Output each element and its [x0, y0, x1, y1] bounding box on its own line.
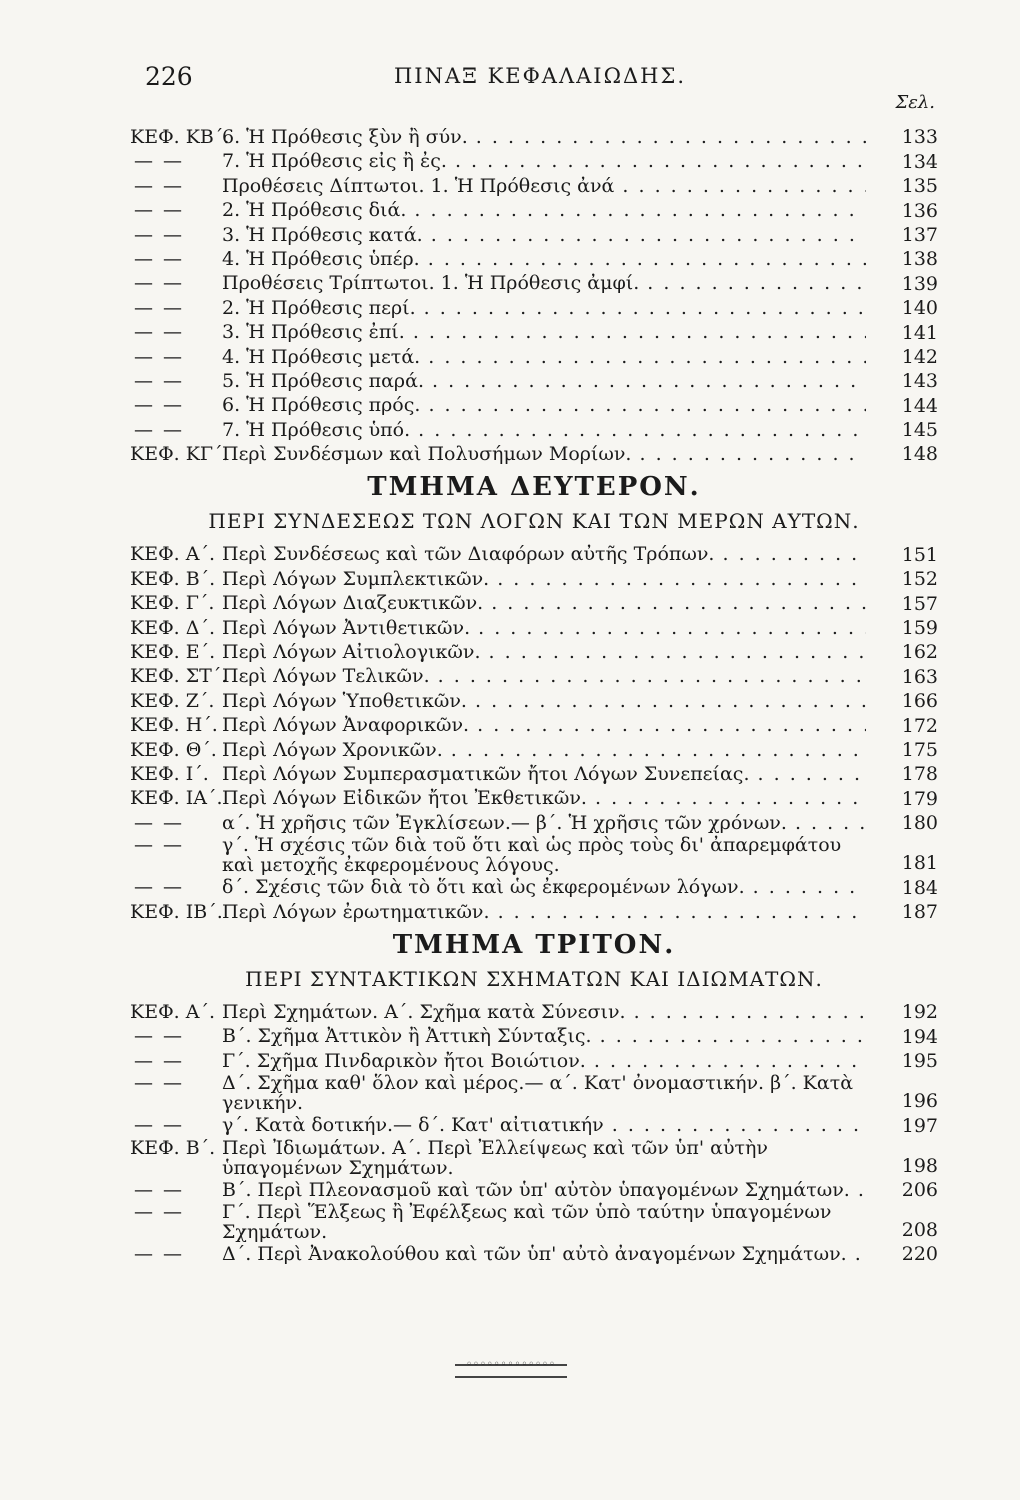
toc-chapter-label: — — [134, 174, 185, 197]
toc-page-number: 196 [901, 1090, 938, 1113]
toc-chapter-label: ΚΕΦ. Θ΄. [130, 738, 217, 761]
toc-chapter-label: ΚΕΦ. Η΄. [130, 714, 218, 737]
toc-entry [130, 271, 938, 295]
toc-chapter-label: ΚΕΦ. Ζ΄. [130, 689, 215, 712]
toc-page-number: 137 [901, 223, 938, 246]
toc-chapter-label: — — [134, 296, 185, 319]
page-number: 226 [145, 62, 193, 91]
toc-page-number: 197 [901, 1114, 938, 1137]
toc-page-number: 192 [901, 1001, 938, 1024]
toc-page-number: 140 [901, 297, 938, 320]
toc-entry-title: Περὶ Ἰδιωμάτων. Α΄. Περὶ Ἐλλείψεως καὶ τῶν ὑπ' αὐτὴν ὑπαγομένων Σχημάτων. [222, 1137, 768, 1178]
toc-entry-title: 4. Ἡ Πρόθεσις μετά. . . . [222, 345, 866, 369]
toc-chapter-label: ΚΕΦ. ΣΤ΄. [130, 665, 228, 688]
toc-entry [130, 247, 938, 271]
toc-entry-title: 2. Ἡ Πρόθεσις περί. . . . [222, 296, 866, 320]
toc-page-number: 143 [901, 370, 938, 393]
toc-entry-title: γ΄. Ἡ σχέσις τῶν διὰ τοῦ ὅτι καὶ ὡς πρὸς τοὺς δι' ἀπαρεμφάτου καὶ μετοχῆς ἐκφερομένους λόγους. [222, 835, 842, 876]
toc-chapter-label: — — [134, 1200, 185, 1223]
toc-page-number: 181 [901, 852, 938, 875]
toc-entry [130, 198, 938, 222]
toc-entry-title: 4. Ἡ Πρόθεσις ὑπέρ. . . . [222, 247, 866, 271]
toc-entry [130, 567, 938, 591]
toc-entry [130, 875, 938, 899]
toc-entry-title: 3. Ἡ Πρόθεσις κατά. . . . [222, 223, 866, 247]
toc-entry-title: α΄. Ἡ χρῆσις τῶν Ἐγκλίσεων.— β΄. Ἡ χρῆσις τῶν χρόνων. . . . [222, 811, 866, 835]
toc-entry [130, 1242, 938, 1266]
toc-chapter-label: — — [134, 345, 185, 368]
toc-page-number: 144 [901, 394, 938, 417]
toc-page-number: 152 [901, 568, 938, 591]
toc-page-number: 138 [901, 248, 938, 271]
toc-entry [130, 591, 938, 615]
toc-page-number: 162 [901, 641, 938, 664]
toc-entry [130, 811, 938, 835]
toc-page-number: 166 [901, 690, 938, 713]
toc-chapter-label: — — [134, 1178, 185, 1201]
toc-entry [130, 418, 938, 442]
toc-page-number: 163 [901, 665, 938, 688]
toc-entry-title: Δ΄. Περὶ Ἀνακολούθου καὶ τῶν ὑπ' αὐτὸ ἀναγομένων Σχημάτων. . . . [222, 1242, 866, 1266]
toc-page-number: 178 [901, 763, 938, 786]
toc-entry-title: Περὶ Λόγων Διαζευκτικῶν. . . . [222, 591, 866, 615]
toc-entry-title: Γ΄. Σχῆμα Πινδαρικὸν ἤτοι Βοιώτιον. . . . [222, 1049, 866, 1073]
toc-chapter-label: — — [134, 1242, 185, 1265]
closing-ornament: ◦◦◦◦◦◦◦◦◦◦◦◦◦ [455, 1364, 567, 1378]
toc-page-number: 148 [901, 443, 938, 466]
toc-entry-title: 3. Ἡ Πρόθεσις ἐπί. . . . [222, 320, 866, 344]
toc-entry-title: Προθέσεις Τρίπτωτοι. 1. Ἡ Πρόθεσις ἀμφί. . . . [222, 271, 866, 295]
toc-entry-title: Περὶ Λόγων Τελικῶν. . . . [222, 664, 866, 688]
toc-entry [130, 393, 938, 417]
toc-page-number: 195 [901, 1050, 938, 1073]
toc-chapter-label: — — [134, 272, 185, 295]
toc-page-number: 206 [901, 1178, 938, 1201]
toc-entry-title: 6. Ἡ Πρόθεσις ξὺν ἢ σύν. . . . [222, 125, 866, 149]
toc-chapter-label: ΚΕΦ. Β΄. [130, 1136, 216, 1159]
toc-page-number: 172 [901, 714, 938, 737]
toc-page-number: 187 [901, 900, 938, 923]
toc-entry [130, 1138, 938, 1178]
toc-entry-title: Περὶ Συνδέσεως καὶ τῶν Διαφόρων αὐτῆς Τρόπων. . . . [222, 542, 866, 566]
toc-entry-title: Περὶ Λόγων Συμπερασματικῶν ἤτοι Λόγων Συνεπείας. . . . [222, 762, 866, 786]
toc-chapter-label: ΚΕΦ. ΚΒ΄. [130, 126, 230, 148]
toc-chapter-label: — — [134, 150, 185, 173]
toc-page-number: 134 [901, 150, 938, 173]
toc-entry-title: Γ΄. Περὶ Ἕλξεως ἢ Ἐφέλξεως καὶ τῶν ὑπὸ ταύτην ὑπαγομένων Σχημάτων. [222, 1201, 832, 1242]
toc-page-number: 135 [901, 175, 938, 198]
toc-entry-title: Περὶ Σχημάτων. Α΄. Σχῆμα κατὰ Σύνεσιν. . . . [222, 1000, 866, 1024]
toc-entry-title: Β΄. Σχῆμα Ἀττικὸν ἢ Ἀττικὴ Σύνταξις. . . . [222, 1024, 866, 1048]
toc-chapter-label: ΚΕΦ. ΚΓ΄. [130, 443, 229, 466]
toc-entry-title: 5. Ἡ Πρόθεσις παρά. . . . [222, 369, 866, 393]
toc-entry-title: Περὶ Λόγων Ἀντιθετικῶν. . . . [222, 616, 866, 640]
toc-entry-title: 7. Ἡ Πρόθεσις εἰς ἢ ἐς. . . . [222, 149, 866, 173]
toc-entry-title: γ΄. Κατὰ δοτικήν.— δ΄. Κατ' αἰτιατικήν . . . [222, 1113, 866, 1137]
toc-entry [130, 738, 938, 762]
toc-entry [130, 174, 938, 198]
toc-entry [130, 1178, 938, 1202]
toc-entry-title: Περὶ Λόγων Ὑποθετικῶν. . . . [222, 689, 866, 713]
toc-entry [130, 320, 938, 344]
toc-chapter-label: — — [134, 811, 185, 834]
toc-page-number: 175 [901, 738, 938, 761]
toc-page-number: 157 [901, 592, 938, 615]
toc-page-number: 142 [901, 345, 938, 368]
toc-entry [130, 1113, 938, 1137]
toc-entry-title: Περὶ Λόγων Ἀναφορικῶν. . . . [222, 713, 866, 737]
toc-entry [130, 900, 938, 924]
section-subtitle-third: ΠΕΡΙ ΣΥΝΤΑΚΤΙΚΩΝ ΣΧΗΜΑΤΩΝ ΚΑΙ ΙΔΙΩΜΑΤΩΝ. [245, 966, 823, 991]
toc-entry [130, 149, 938, 173]
toc-entry-title: Περὶ Λόγων Συμπλεκτικῶν. . . . [222, 567, 866, 591]
toc-page-number: 151 [901, 543, 938, 566]
toc-chapter-label: — — [134, 1114, 185, 1137]
toc-entry [130, 786, 938, 810]
section-title-third: ΤΜΗΜΑ ΤΡΙΤΟΝ. [392, 929, 676, 960]
toc-entry-title: Δ΄. Σχῆμα καθ' ὅλον καὶ μέρος.— α΄. Κατ' ὀνομαστικήν. β΄. Κατὰ γενικήν. [222, 1073, 854, 1114]
toc-entry-title: Περὶ Λόγων Αἰτιολογικῶν. . . . [222, 640, 866, 664]
toc-chapter-label: ΚΕΦ. Γ΄. [130, 592, 215, 615]
section-subtitle-second: ΠΕΡΙ ΣΥΝΔΕΣΕΩΣ ΤΩΝ ΛΟΓΩΝ ΚΑΙ ΤΩΝ ΜΕΡΩΝ ΑΥΤΩΝ. [208, 509, 860, 534]
toc-page-number: 194 [901, 1025, 938, 1048]
toc-entry [130, 616, 938, 640]
toc-entry [130, 542, 938, 566]
toc-page-number: 180 [901, 812, 938, 835]
toc-chapter-label: — — [134, 247, 185, 270]
toc-page-number: 159 [901, 617, 938, 640]
running-head [145, 62, 935, 113]
toc-entry [130, 640, 938, 664]
toc-entry [130, 125, 938, 149]
toc-chapter-label: — — [134, 394, 185, 417]
toc-entry [130, 1024, 938, 1048]
toc-entry [130, 442, 938, 466]
toc-page-number: 133 [901, 126, 938, 149]
section-title-second: ΤΜΗΜΑ ΔΕΥΤΕΡΟΝ. [367, 472, 701, 503]
toc-chapter-label: ΚΕΦ. Ε΄. [130, 641, 216, 664]
toc-block-third [130, 1000, 938, 1266]
toc-chapter-label: ΚΕΦ. ΙΑ΄. [130, 787, 223, 810]
toc-entry-title: Περὶ Λόγων ἐρωτηματικῶν. . . . [222, 900, 866, 924]
toc-entry-title: Περὶ Συνδέσμων καὶ Πολυσήμων Μορίων. . . . [222, 442, 866, 466]
toc-chapter-label: — — [134, 1025, 185, 1048]
toc-entry-title: 6. Ἡ Πρόθεσις πρός. . . . [222, 393, 866, 417]
toc-entry [130, 664, 938, 688]
toc-page-number: 139 [901, 272, 938, 295]
toc-entry [130, 713, 938, 737]
toc-chapter-label: — — [134, 418, 185, 441]
page-column-label: Σελ. [895, 92, 935, 113]
toc-chapter-label: — — [134, 321, 185, 344]
toc-chapter-label: ΚΕΦ. Α΄. [130, 543, 215, 566]
toc-entry-title: 7. Ἡ Πρόθεσις ὑπό. . . . [222, 418, 866, 442]
toc-chapter-label: — — [134, 834, 185, 857]
toc-entry [130, 223, 938, 247]
table-of-contents [130, 125, 938, 1266]
toc-page-number: 145 [901, 419, 938, 442]
toc-entry-title: Περὶ Λόγων Εἰδικῶν ἤτοι Ἐκθετικῶν. . . . [222, 786, 866, 810]
toc-entry [130, 762, 938, 786]
toc-page-number: 179 [901, 787, 938, 810]
toc-page-number: 136 [901, 199, 938, 222]
toc-chapter-label: — — [134, 876, 185, 899]
toc-chapter-label: ΚΕΦ. Α΄. [130, 1000, 215, 1023]
toc-entry [130, 1073, 938, 1113]
toc-entry [130, 1049, 938, 1073]
toc-chapter-label: — — [134, 1072, 185, 1095]
toc-chapter-label: — — [134, 1049, 185, 1072]
toc-page-number: 141 [901, 321, 938, 344]
running-title: ΠΙΝΑΞ ΚΕΦΑΛΑΙΩΔΗΣ. [393, 64, 687, 88]
toc-page-number: 198 [901, 1154, 938, 1177]
toc-page-number: 220 [901, 1243, 938, 1266]
toc-entry [130, 1202, 938, 1242]
toc-entry [130, 1000, 938, 1024]
toc-entry [130, 296, 938, 320]
toc-chapter-label: ΚΕΦ. ΙΒ΄. [130, 900, 223, 923]
toc-block-first [130, 125, 938, 466]
toc-entry-title: Περὶ Λόγων Χρονικῶν. . . . [222, 738, 866, 762]
toc-entry [130, 689, 938, 713]
toc-chapter-label: — — [134, 223, 185, 246]
toc-entry-title: Προθέσεις Δίπτωτοι. 1. Ἡ Πρόθεσις ἀνά . . . [222, 174, 866, 198]
toc-chapter-label: ΚΕΦ. Β΄. [130, 567, 216, 590]
toc-page-number: 208 [901, 1218, 938, 1241]
toc-chapter-label: ΚΕΦ. Δ΄. [130, 616, 215, 639]
toc-entry-title: δ΄. Σχέσις τῶν διὰ τὸ ὅτι καὶ ὡς ἐκφερομένων λόγων. . . . [222, 875, 866, 899]
toc-entry [130, 835, 938, 875]
toc-entry [130, 345, 938, 369]
toc-entry [130, 369, 938, 393]
toc-block-second [130, 542, 938, 923]
toc-page-number: 184 [901, 876, 938, 899]
toc-entry-title: 2. Ἡ Πρόθεσις διά. . . . [222, 198, 866, 222]
toc-chapter-label: — — [134, 369, 185, 392]
toc-entry-title: Β΄. Περὶ Πλεονασμοῦ καὶ τῶν ὑπ' αὐτὸν ὑπαγομένων Σχημάτων. . . . [222, 1178, 866, 1202]
toc-chapter-label: — — [134, 199, 185, 222]
toc-chapter-label: ΚΕΦ. Ι΄. [130, 762, 209, 785]
